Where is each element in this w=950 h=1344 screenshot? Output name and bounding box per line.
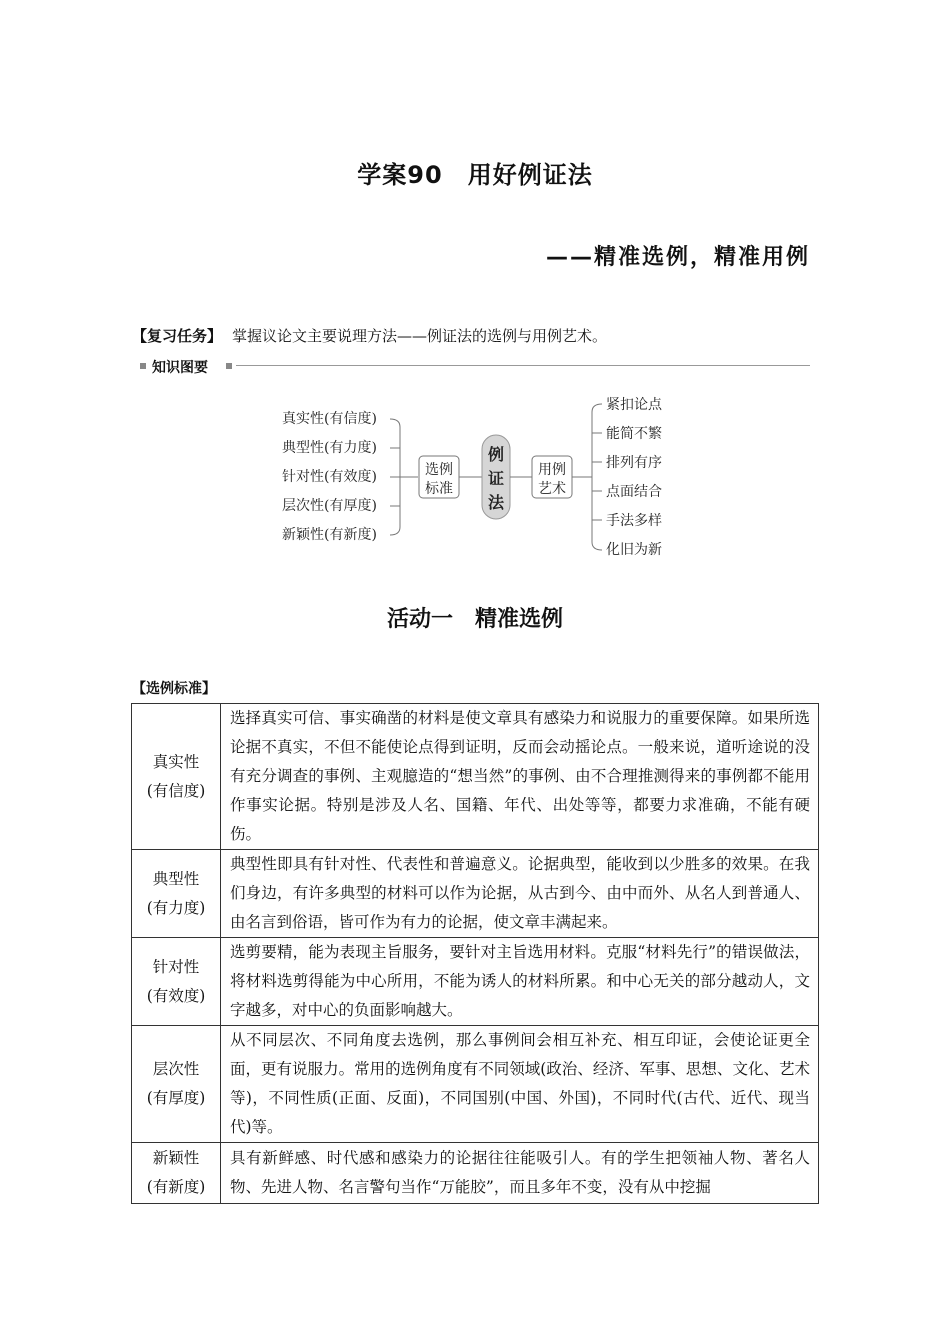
left-item: 层次性(有厚度) (282, 498, 377, 514)
criteria-desc: 选择真实可信、事实确凿的材料是使文章具有感染力和说服力的重要保障。如果所选论据不真实，不但不能使论点得到证明，反而会动摇论点。一般来说，道听途说的没有充分调查的事例、主观臆造的“想当然”的事例、由不合理推测得来的事例都不能用作事实论据。特别是涉及人名、国籍、年代、出处等等，都要力求准确，不能有硬伤。 (221, 704, 819, 850)
divider (236, 365, 810, 366)
square-bullet-icon (140, 363, 146, 369)
right-item: 排列有序 (606, 455, 662, 471)
activity-title: 活动一 精准选例 (386, 607, 563, 632)
left-box-line1: 选例 (425, 462, 453, 478)
table-row (132, 850, 819, 938)
right-item: 能简不繁 (606, 426, 662, 442)
right-item: 手法多样 (606, 513, 662, 529)
mind-map (270, 390, 690, 565)
criteria-name: 针对性 (有效度) (132, 938, 221, 1026)
criteria-desc: 选剪要精，能为表现主旨服务，要针对主旨选用材料。克服“材料先行”的错误做法，将材料选剪得能为中心所用，不能为诱人的材料所累。和中心无关的部分越动人，文字越多，对中心的负面影响越大。 (221, 938, 819, 1026)
table-row (132, 1143, 819, 1204)
page-subtitle: ——精准选例，精准用例 (545, 245, 810, 270)
review-task-label: 【复习任务】 (132, 327, 223, 345)
standards-label: 【选例标准】 (132, 681, 216, 697)
review-task-text: 掌握议论文主要说理方法——例证法的选例与用例艺术。 (232, 327, 608, 345)
section-header (140, 357, 810, 375)
table-row (132, 1026, 819, 1143)
table-row (132, 704, 819, 850)
center-char: 例 (488, 445, 505, 464)
criteria-desc: 典型性即具有针对性、代表性和普遍意义。论据典型，能收到以少胜多的效果。在我们身边，有许多典型的材料可以作为论据，从古到今、由中而外、从名人到普通人、由名言到俗语，皆可作为有力的论据，使文章丰满起来。 (221, 850, 819, 938)
criteria-table (131, 703, 819, 1204)
left-item: 针对性(有效度) (282, 469, 377, 485)
review-task (132, 325, 607, 346)
center-char: 证 (488, 469, 505, 488)
left-box-line2: 标准 (425, 481, 453, 497)
right-item: 紧扣论点 (606, 397, 662, 413)
criteria-desc: 从不同层次、不同角度去选例，那么事例间会相互补充、相互印证，会使论证更全面，更有说服力。常用的选例角度有不同领域(政治、经济、军事、思想、文化、艺术等)，不同性质(正面、反面)，不同国别(中国、外国)，不同时代(古代、近代、现当代)等。 (221, 1026, 819, 1143)
criteria-desc: 具有新鲜感、时代感和感染力的论据往往能吸引人。有的学生把领袖人物、著名人物、先进人物、名言警句当作“万能胶”，而且多年不变，没有从中挖掘 (221, 1143, 819, 1204)
square-bullet-icon (226, 363, 232, 369)
left-item: 典型性(有力度) (282, 440, 377, 456)
criteria-name: 新颖性 (有新度) (132, 1143, 221, 1204)
table-row (132, 938, 819, 1026)
right-bracket (592, 404, 602, 550)
right-item: 化旧为新 (606, 542, 662, 558)
criteria-name: 典型性 (有力度) (132, 850, 221, 938)
page-title: 学案90 用好例证法 (357, 161, 593, 189)
criteria-name: 层次性 (有厚度) (132, 1026, 221, 1143)
right-box-line1: 用例 (538, 462, 566, 478)
left-item: 新颖性(有新度) (282, 527, 377, 543)
section-label: 知识图要 (152, 360, 208, 376)
right-box-line2: 艺术 (538, 481, 566, 497)
center-char: 法 (488, 493, 505, 512)
left-item: 真实性(有信度) (282, 411, 377, 427)
right-item: 点面结合 (606, 484, 662, 500)
criteria-name: 真实性 (有信度) (132, 704, 221, 850)
